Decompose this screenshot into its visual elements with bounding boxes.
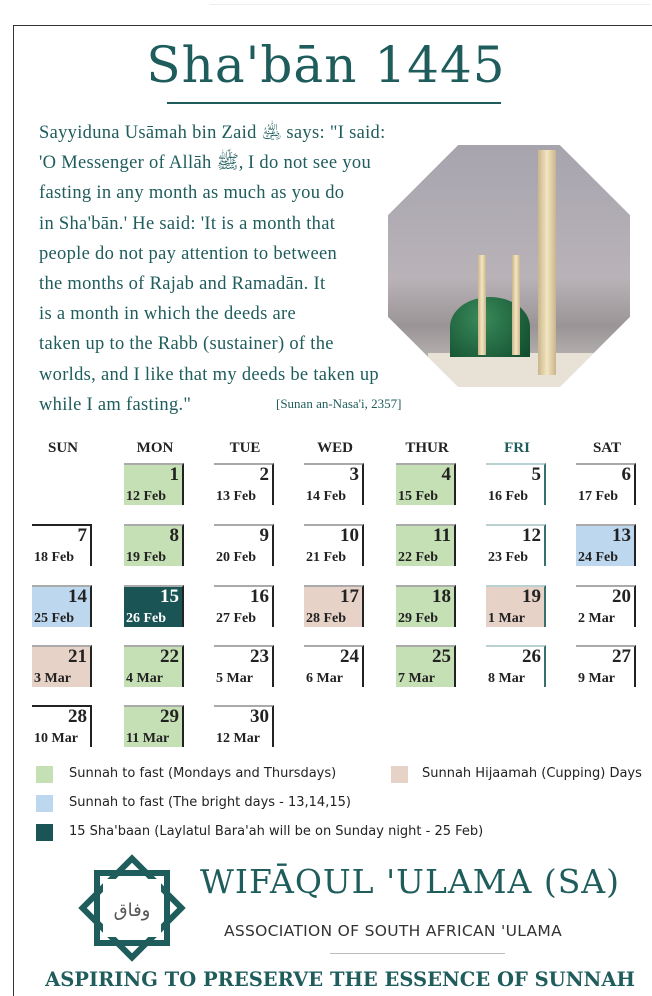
masjid-nabawi-photo — [388, 145, 630, 387]
hijri-date: 19 — [522, 586, 541, 607]
hijri-date: 29 — [160, 706, 179, 727]
calendar-day — [486, 645, 546, 687]
weekday-sat: SAT — [592, 440, 622, 456]
org-divider — [330, 953, 505, 954]
quote-line: is a month in which the deeds are — [39, 304, 297, 325]
page-title: Sha'bān 1445 — [146, 36, 506, 94]
gregorian-date: 22 Feb — [398, 550, 439, 565]
hijri-date: 22 — [160, 646, 179, 667]
hijri-date: 17 — [340, 586, 359, 607]
calendar-day — [124, 705, 184, 747]
calendar-day — [214, 585, 274, 627]
gregorian-date: 27 Feb — [216, 611, 257, 626]
weekday-fri: FRI — [504, 440, 530, 456]
svg-text:وفاق: وفاق — [113, 900, 151, 921]
gregorian-date: 4 Mar — [126, 671, 163, 686]
top-divider — [210, 4, 650, 5]
hijri-date: 12 — [522, 525, 541, 546]
calendar-day — [32, 705, 92, 747]
hijri-date: 6 — [621, 464, 631, 485]
legend-green: Sunnah to fast (Mondays and Thursdays) — [69, 766, 337, 781]
hadith-quote — [39, 118, 409, 420]
legend-pink: Sunnah Hijaamah (Cupping) Days — [422, 766, 642, 781]
legend-swatch-pink — [391, 766, 408, 783]
hijri-date: 16 — [250, 586, 269, 607]
calendar-day — [396, 524, 456, 566]
calendar-day — [486, 585, 546, 627]
quote-line: taken up to the Rabb (sustainer) of the — [39, 334, 334, 355]
gregorian-date: 12 Feb — [126, 489, 167, 504]
title-underline — [167, 102, 501, 104]
hijri-date: 9 — [259, 525, 269, 546]
gregorian-date: 5 Mar — [216, 671, 253, 686]
calendar-day — [214, 645, 274, 687]
hijri-date: 21 — [68, 646, 87, 667]
hijri-date: 11 — [433, 525, 451, 546]
quote-line: Sayyiduna Usāmah bin Zaid ﵁ says: "I said: — [39, 123, 386, 143]
calendar-day — [304, 585, 364, 627]
hijri-date: 26 — [522, 646, 541, 667]
hijri-date: 30 — [250, 706, 269, 727]
quote-line: people do not pay attention to between — [39, 243, 338, 264]
gregorian-date: 20 Feb — [216, 550, 257, 565]
calendar-day — [396, 585, 456, 627]
gregorian-date: 14 Feb — [306, 489, 347, 504]
gregorian-date: 17 Feb — [578, 489, 619, 504]
hijri-date: 24 — [340, 646, 359, 667]
gregorian-date: 16 Feb — [488, 489, 529, 504]
gregorian-date: 26 Feb — [126, 611, 167, 626]
hijri-date: 7 — [77, 525, 87, 546]
gregorian-date: 1 Mar — [488, 611, 525, 626]
gregorian-date: 2 Mar — [578, 611, 615, 626]
gregorian-date: 19 Feb — [126, 550, 167, 565]
gregorian-date: 13 Feb — [216, 489, 257, 504]
hijri-date: 2 — [259, 464, 269, 485]
org-subtitle: ASSOCIATION OF SOUTH AFRICAN 'ULAMA — [224, 922, 562, 940]
gregorian-date: 9 Mar — [578, 671, 615, 686]
gregorian-date: 3 Mar — [34, 671, 71, 686]
calendar-day — [304, 645, 364, 687]
calendar-day — [124, 645, 184, 687]
calendar-day — [32, 524, 92, 566]
calendar-day — [396, 645, 456, 687]
weekday-sun: SUN — [47, 440, 78, 456]
hijri-date: 15 — [160, 586, 179, 607]
org-name: WIFĀQUL 'ULAMA (SA) — [200, 862, 621, 901]
hadith-reference: [Sunan an-Nasa'i, 2357] — [276, 396, 402, 411]
calendar-day — [576, 463, 636, 505]
calendar-day — [486, 524, 546, 566]
calendar-day — [32, 645, 92, 687]
hijri-date: 1 — [169, 464, 179, 485]
hijri-date: 8 — [169, 525, 179, 546]
legend-swatch-blue — [36, 795, 53, 812]
calendar-day — [124, 524, 184, 566]
hijri-date: 28 — [68, 706, 87, 727]
calendar-day — [214, 463, 274, 505]
quote-line: while I am fasting." — [39, 394, 192, 415]
legend-swatch-dark — [36, 824, 53, 841]
quote-line: 'O Messenger of Allāh ﷺ, I do not see you — [39, 153, 372, 174]
quote-line: in Sha'bān.' He said: 'It is a month that — [39, 213, 336, 234]
calendar-day — [124, 463, 184, 505]
gregorian-date: 15 Feb — [398, 489, 439, 504]
hijri-date: 23 — [250, 646, 269, 667]
gregorian-date: 12 Mar — [216, 731, 260, 746]
hijri-date: 18 — [432, 586, 451, 607]
weekday-wed: WED — [317, 440, 353, 456]
hijri-date: 5 — [531, 464, 541, 485]
hijri-date: 13 — [612, 525, 631, 546]
quote-line: the months of Rajab and Ramadān. It — [39, 274, 326, 295]
calendar-day — [576, 585, 636, 627]
gregorian-date: 29 Feb — [398, 611, 439, 626]
calendar-day — [32, 585, 92, 627]
calendar-day — [396, 463, 456, 505]
calendar-day — [486, 463, 546, 505]
wifaqul-ulama-logo — [72, 848, 192, 968]
quote-line: worlds, and I like that my deeds be taken up — [39, 364, 379, 385]
quote-line: fasting in any month as much as you do — [39, 183, 345, 204]
calendar-day — [124, 585, 184, 627]
calendar-day — [304, 463, 364, 505]
gregorian-date: 7 Mar — [398, 671, 435, 686]
hijri-date: 10 — [340, 525, 359, 546]
hijri-date: 20 — [612, 586, 631, 607]
calendar-day — [304, 524, 364, 566]
legend-blue: Sunnah to fast (The bright days - 13,14,15) — [69, 795, 351, 810]
gregorian-date: 18 Feb — [34, 550, 75, 565]
weekday-tue: TUE — [229, 440, 261, 456]
legend-swatch-green — [36, 766, 53, 783]
gregorian-date: 6 Mar — [306, 671, 343, 686]
gregorian-date: 10 Mar — [34, 731, 78, 746]
calendar-day — [576, 645, 636, 687]
gregorian-date: 11 Mar — [126, 731, 170, 746]
calendar-day — [214, 705, 274, 747]
gregorian-date: 23 Feb — [488, 550, 529, 565]
calendar-day — [576, 524, 636, 566]
hijri-date: 14 — [68, 586, 87, 607]
weekday-mon: MON — [136, 440, 174, 456]
gregorian-date: 21 Feb — [306, 550, 347, 565]
gregorian-date: 28 Feb — [306, 611, 347, 626]
hijri-date: 27 — [612, 646, 631, 667]
hijri-date: 25 — [432, 646, 451, 667]
weekday-thur: THUR — [405, 440, 449, 456]
gregorian-date: 25 Feb — [34, 611, 75, 626]
motto: ASPIRING TO PRESERVE THE ESSENCE OF SUNNAH — [45, 968, 635, 991]
gregorian-date: 24 Feb — [578, 550, 619, 565]
hijri-date: 4 — [441, 464, 451, 485]
calendar-day — [214, 524, 274, 566]
gregorian-date: 8 Mar — [488, 671, 525, 686]
hijri-date: 3 — [349, 464, 359, 485]
legend-dark: 15 Sha'baan (Laylatul Bara'ah will be on Sunday night - 25 Feb) — [69, 824, 484, 839]
